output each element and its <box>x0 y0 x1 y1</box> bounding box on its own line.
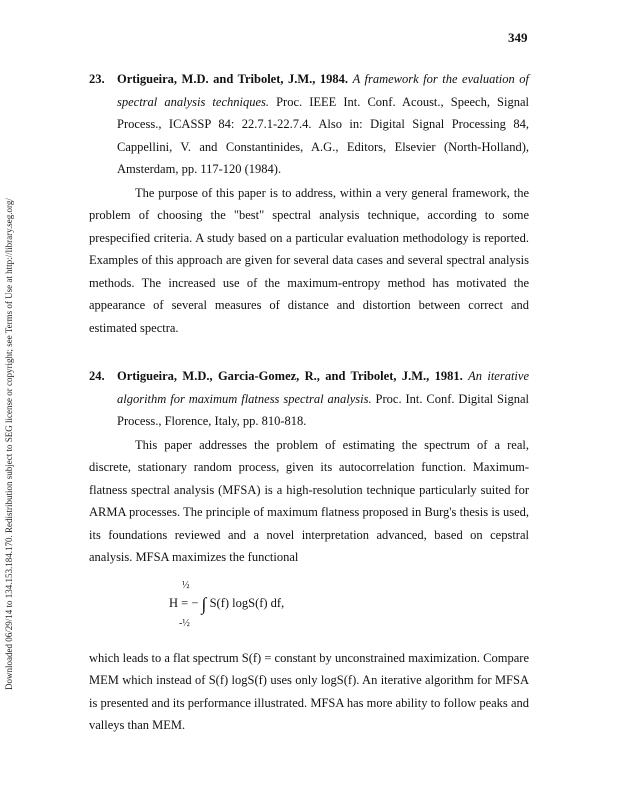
formula-integrand: S(f) logS(f) df, <box>209 595 285 610</box>
reference-entry-24 <box>89 365 529 737</box>
reference-entry-23 <box>89 68 529 339</box>
reference-citation <box>117 68 529 181</box>
integral-upper-limit: ½ <box>182 579 190 591</box>
integral-sign: ∫ <box>201 593 207 614</box>
reference-number: 23. <box>89 72 105 86</box>
download-notice: Downloaded 06/29/14 to 134.153.184.170. Redistribution subject to SEG license or copyright; see Terms of Use at http://library.seg.org/ <box>4 198 14 690</box>
reference-authors: Ortigueira, M.D. and Tribolet, J.M., 1984. <box>117 72 349 86</box>
references-content <box>89 68 529 737</box>
reference-title: A framework for the evaluation of spectral analysis techniques. <box>117 72 530 109</box>
page-number: 349 <box>508 30 528 45</box>
reference-number: 24. <box>89 369 105 383</box>
reference-heading <box>89 68 529 181</box>
integral-lower-limit: -½ <box>179 617 190 629</box>
reference-source: Proc. Int. Conf. Digital Signal Process., Florence, Italy, pp. 810-818. <box>117 391 529 428</box>
reference-source: Proc. IEEE Int. Conf. Acoust., Speech, Signal Process., ICASSP 84: 22.7.1-22.7.4. Also in: Digital Signal Processing 84, Cappellini, V. and Constantinides, A.G., Editors, Elsevier (North-Holland), Amsterdam, pp. 117-120 (1984). <box>117 94 529 176</box>
reference-heading <box>89 365 529 433</box>
reference-abstract-continued: which leads to a flat spectrum S(f) = constant by unconstrained maximization. Compare MEM which instead of S(f) logS(f) uses only logS(f). An iterative algorithm for MFSA is presented and its performance illustrated. MFSA has more ability to follow peaks and valleys than MEM. <box>89 650 529 732</box>
formula-expression <box>169 592 284 616</box>
reference-authors: Ortigueira, M.D., Garcia-Gomez, R., and Tribolet, J.M., 1981. <box>117 369 463 383</box>
formula-lhs: H = − <box>169 595 199 610</box>
reference-title: An iterative algorithm for maximum flatness spectral analysis. <box>117 369 529 406</box>
reference-abstract: The purpose of this paper is to address, within a very general framework, the problem of choosing the "best" spectral analysis technique, according to some prespecified criteria. A study based on a particular evaluation methodology is reported. Examples of this approach are given for several data cases and several spectral analysis methods. The increased use of the maximum-entropy method has motivated the appearance of several measures of distance and distortion between correct and estimated spectra. <box>89 185 529 335</box>
reference-citation <box>117 365 529 433</box>
reference-abstract: This paper addresses the problem of estimating the spectrum of a real, discrete, stationary random process, given its autocorrelation function. Maximum-flatness spectral analysis (MFSA) is a high-resolution technique particularly suited for ARMA processes. The principle of maximum flatness proposed in Burg's thesis is used, its foundations reviewed and a novel interpretation advanced, based on cepstral analysis. MFSA maximizes the functional <box>89 437 529 564</box>
functional-formula <box>89 575 529 635</box>
